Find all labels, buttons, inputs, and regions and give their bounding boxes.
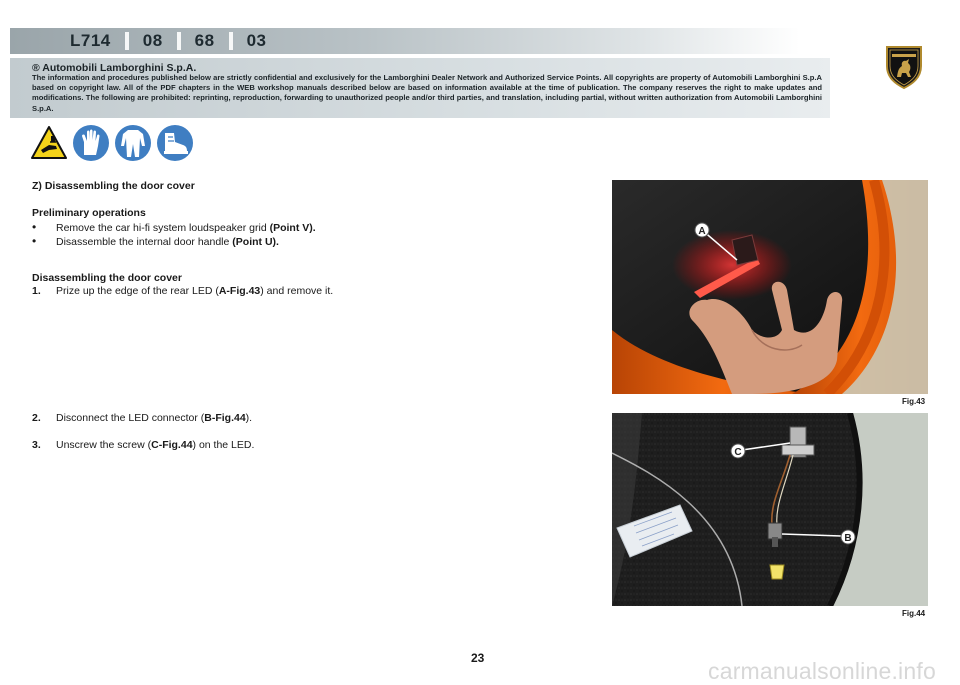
list-item bbox=[32, 234, 279, 248]
gloves-icon bbox=[72, 124, 110, 162]
callout-a bbox=[695, 223, 709, 237]
hand-crush-warning-icon bbox=[30, 124, 68, 162]
code-procedure: 03 bbox=[246, 31, 267, 50]
led-connector-photo-illustration bbox=[612, 413, 928, 606]
code-subgroup: 68 bbox=[194, 31, 215, 50]
bullet-dot: • bbox=[32, 220, 37, 234]
callout-b bbox=[841, 530, 855, 544]
rear-led-photo-illustration bbox=[612, 180, 928, 394]
code-group: 08 bbox=[142, 31, 163, 50]
figure-43-photo bbox=[612, 180, 928, 394]
preliminary-title: Preliminary operations bbox=[32, 207, 146, 219]
figure-43-label: Fig.43 bbox=[902, 397, 926, 406]
bullet-text: Remove the car hi-fi system loudspeaker grid (Point V). bbox=[56, 222, 316, 234]
step-3: 3. Unscrew the screw (C-Fig.44) on the LED. bbox=[32, 439, 255, 451]
code-separator bbox=[177, 32, 181, 50]
lamborghini-logo bbox=[884, 44, 924, 90]
list-item bbox=[32, 220, 316, 234]
svg-text:C: C bbox=[734, 447, 742, 458]
svg-text:B: B bbox=[844, 533, 852, 544]
step-text: Unscrew the screw (C-Fig.44) on the LED. bbox=[56, 439, 255, 451]
document-code bbox=[70, 31, 267, 51]
safety-icons-row bbox=[30, 124, 194, 162]
svg-text:A: A bbox=[698, 226, 706, 237]
bullet-text: Disassemble the internal door handle (Point U). bbox=[56, 236, 279, 248]
code-separator bbox=[125, 32, 129, 50]
page-number: 23 bbox=[471, 651, 485, 665]
figure-44-photo bbox=[612, 413, 928, 606]
overalls-icon bbox=[114, 124, 152, 162]
notice-text: The information and procedures published below are strictly confidential and exclusively for the Lamborghini Dealer Network and Authorized Service Points. All copyrights are property of Automobili Lamborghini S.p.A based on copyright law. All of the PDF chapters in the WEB workshop manuals described below are based on information available at the time of publication. The company reserves the right to make updates and modifications. The following are prohibited: reprinting, reproduction, forwarding to unauthorized people and/or third parties, and translation, including partial, without written authorization from Automobili Lamborghini S.p.A. bbox=[32, 73, 822, 113]
step-1: 1. Prize up the edge of the rear LED (A-Fig.43) and remove it. bbox=[32, 285, 334, 297]
bullet-dot: • bbox=[32, 234, 37, 248]
notice-title: ® Automobili Lamborghini S.p.A. bbox=[32, 62, 197, 74]
step-2: 2. Disconnect the LED connector (B-Fig.44). bbox=[32, 412, 253, 424]
safety-shoes-icon bbox=[156, 124, 194, 162]
step-text: Disconnect the LED connector (B-Fig.44). bbox=[56, 412, 253, 424]
figure-44-label: Fig.44 bbox=[902, 609, 926, 618]
watermark: carmanualsonline.info bbox=[708, 658, 936, 684]
callout-c bbox=[731, 444, 745, 458]
disassembling-title: Disassembling the door cover bbox=[32, 272, 182, 284]
code-model: L714 bbox=[70, 31, 111, 50]
step-text: Prize up the edge of the rear LED (A-Fig.43) and remove it. bbox=[56, 285, 334, 297]
section-title: Z) Disassembling the door cover bbox=[32, 180, 195, 192]
code-separator bbox=[229, 32, 233, 50]
